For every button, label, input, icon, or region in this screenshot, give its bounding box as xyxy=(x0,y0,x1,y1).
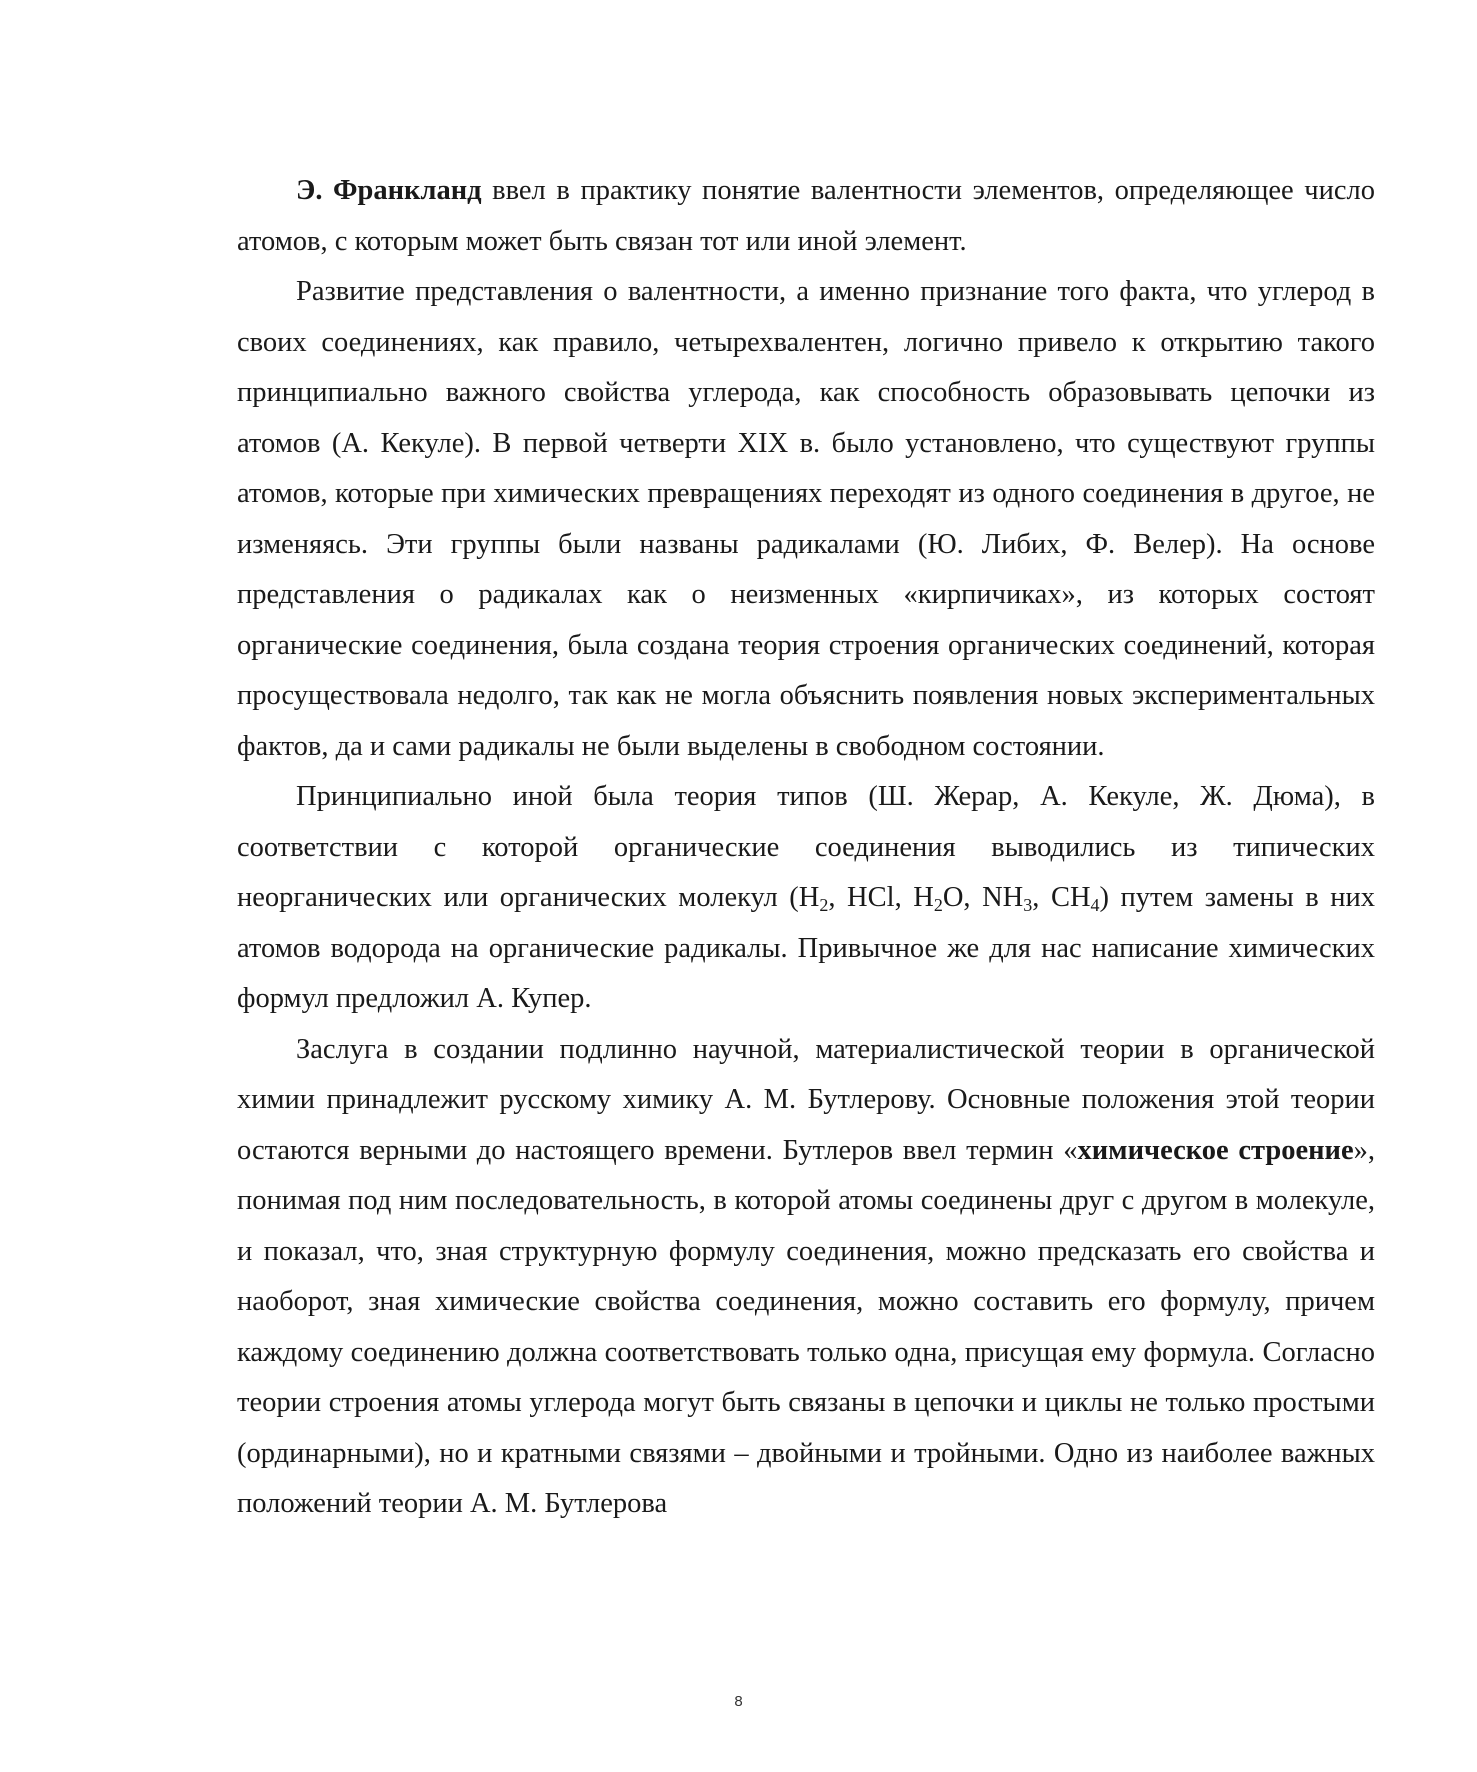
paragraph-text: Развитие представления о валентности, а именно признание того факта, что углерод в своих соединениях, как правило, четырехвалентен, логично привело к открытию такого принципиально важного свойства углерода, как способность образовывать цепочки из атомов (А. Кекуле). В первой четверти XIX в. было установлено, что существуют группы атомов, которые при химических превращениях переходят из одного соединения в другое, не изменяясь. Эти группы были названы радикалами (Ю. Либих, Ф. Велер). На основе представления о радикалах как о неизменных «кирпичиках», из которых состоят органические соединения, была создана теория строения органических соединений, которая просуществовала недолго, так как не могла объяснить появления новых экспериментальных фактов, да и сами радикалы не были выделены в свободном состоянии. xyxy=(237,276,1375,762)
bold-term-chemical-structure: химическое строение xyxy=(1077,1134,1354,1166)
page-number: 8 xyxy=(734,1693,743,1710)
paragraph-butlerov xyxy=(237,1025,1375,1530)
formula-h2o: $H_2O$ xyxy=(913,882,964,915)
paragraph-valence-development xyxy=(237,267,1375,772)
document-body xyxy=(237,166,1375,1530)
paragraph-type-theory: Принципиально иной была теория типов (Ш. Жерар, А. Кекуле, Ж. Дюма), в соответствии с которой органические соединения выводились из типических неорганических или органических молекул ($H_2$, HCl, $H_2O$, $NH_3$, $CH_4$) путем замены в них атомов водорода на органические радикалы. Привычное же для нас написание химических формул предложил А. Купер. xyxy=(237,781,1376,1014)
paragraph-text: Заслуга в создании подлинно научной, материалистической теории в органической химии принадлежит русскому химику А. М. Бутлерову. Основные положения этой теории остаются верными до настоящего времени. Бутлеров ввел термин « xyxy=(237,1033,1375,1166)
formula-nh3: $NH_3$ xyxy=(982,882,1033,915)
paragraph-frankland xyxy=(237,166,1375,267)
bold-name-frankland: Э. Франкланд xyxy=(296,175,482,206)
formula-ch4: $CH_4$ xyxy=(1050,882,1100,915)
formula-h2: $H_2$ xyxy=(798,882,829,915)
paragraph-text: ввел в практику понятие валентности элементов, определяющее число атомов, с которым может быть связан тот или иной элемент. xyxy=(237,175,1375,257)
formula-hcl: HCl xyxy=(847,882,895,913)
paragraph-text: ) путем замены в них атомов водорода на органические радикалы. Привычное же для нас написание химических формул предложил А. Купер. xyxy=(237,882,1376,1014)
paragraph-text: Принципиально иной была теория типов (Ш. Жерар, А. Кекуле, Ж. Дюма), в соответствии с которой органические соединения выводились из типических неорганических или органических молекул ( xyxy=(237,781,1375,913)
paragraph-text: », понимая под ним последовательность, в которой атомы соединены друг с другом в молекуле, и показал, что, зная структурную формулу соединения, можно предсказать его свойства и наоборот, зная химические свойства соединения, можно составить его формулу, причем каждому соединению должна соответствовать только одна, присущая ему формула. Согласно теории строения атомы углерода могут быть связаны в цепочки и циклы не только простыми (ординарными), но и кратными связями – двойными и тройными. Одно из наиболее важных положений теории А. М. Бутлерова xyxy=(237,1134,1375,1519)
